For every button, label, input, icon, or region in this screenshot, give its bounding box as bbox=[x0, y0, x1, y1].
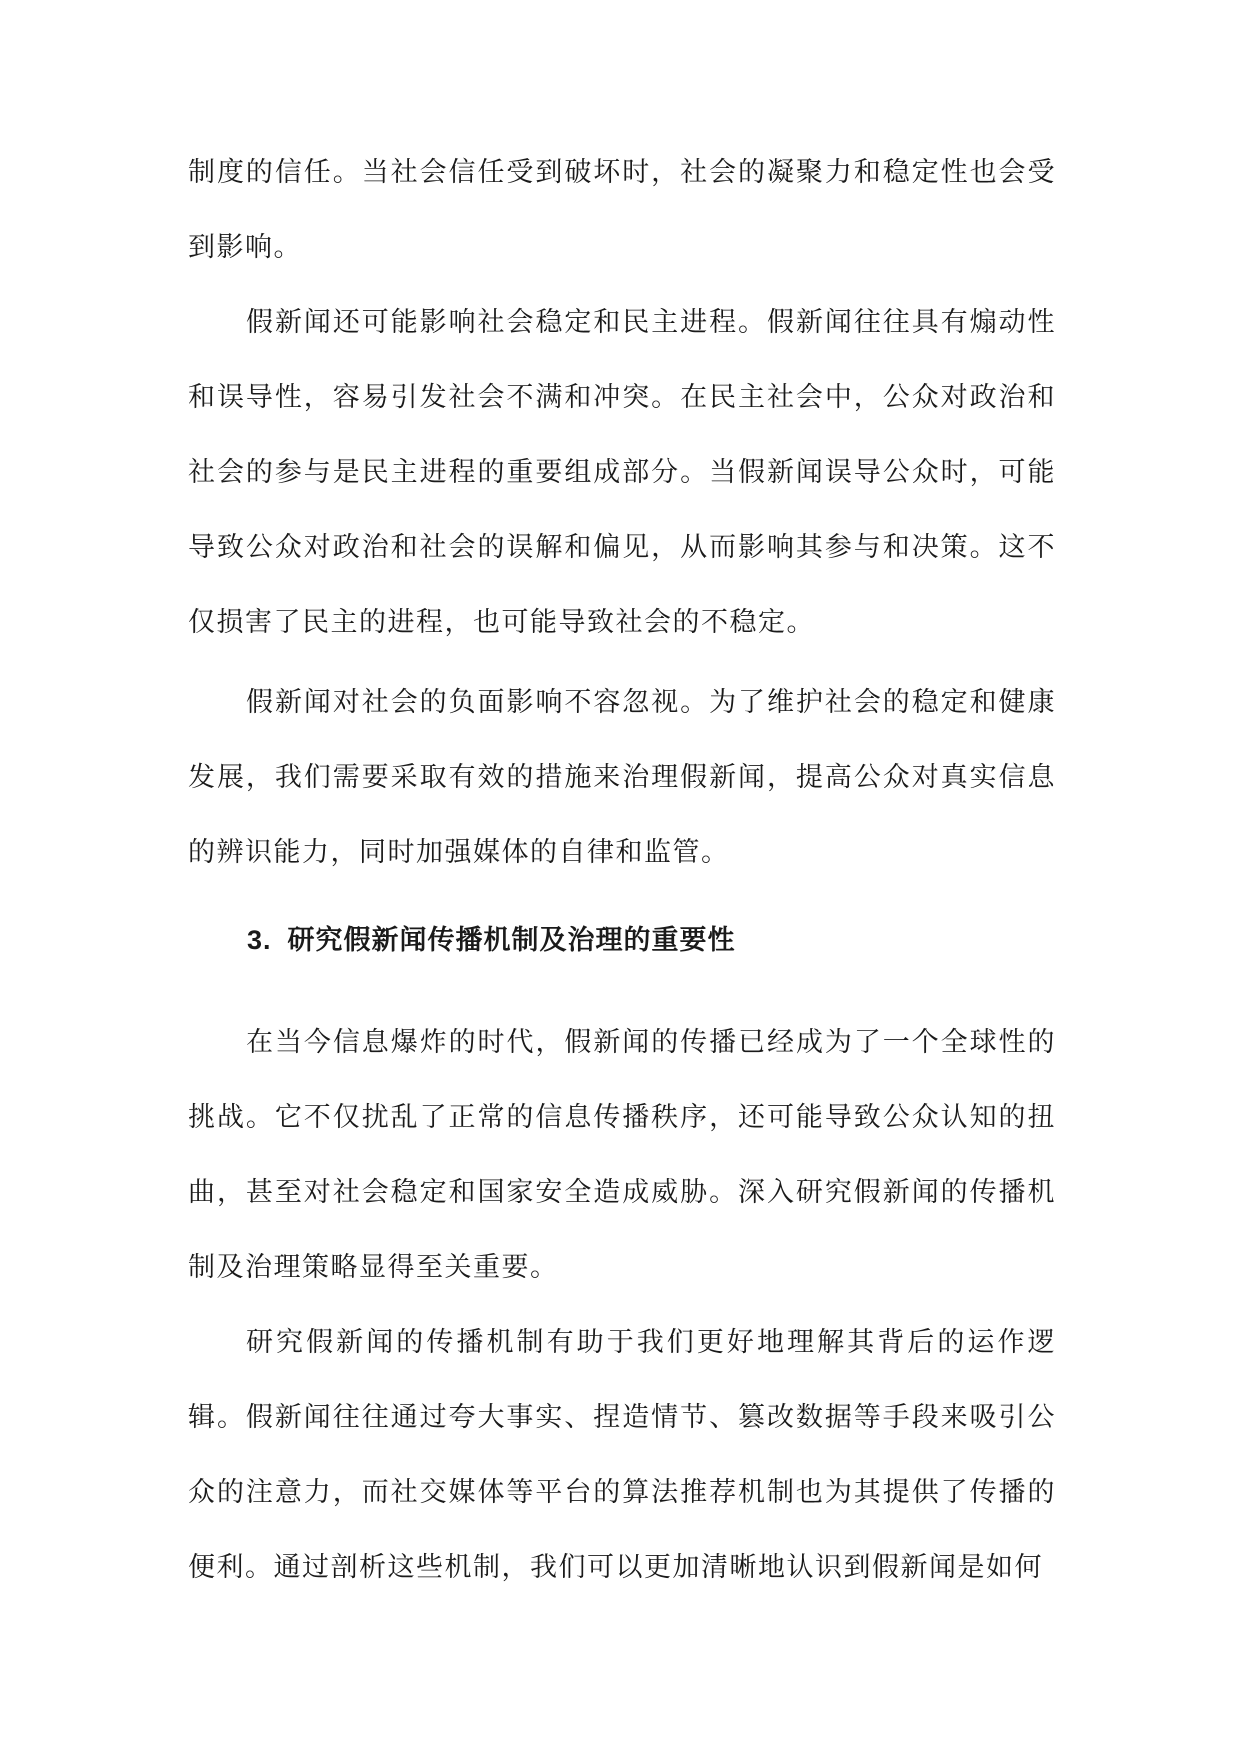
paragraph-text: 假新闻还可能影响社会稳定和民主进程。假新闻往往具有煽动性和误导性，容易引发社会不满和冲突。在民主社会中，公众对政治和社会的参与是民主进程的重要组成部分。当假新闻误导公众时，可能导致公众对政治和社会的误解和偏见，从而影响其参与和决策。这不仅损害了民主的进程，也可能导致社会的不稳定。 bbox=[188, 307, 1056, 638]
paragraph-democracy bbox=[188, 285, 1056, 660]
paragraph-continuation bbox=[188, 135, 1056, 285]
section-heading bbox=[247, 920, 736, 961]
section-body bbox=[188, 1005, 1056, 1605]
section-number: 3. bbox=[247, 925, 272, 955]
paragraph-challenge: 在当今信息爆炸的时代，假新闻的传播已经成为了一个全球性的挑战。它不仅扰乱了正常的信息传播秩序，还可能导致公众认知的扭曲，甚至对社会稳定和国家安全造成威胁。深入研究假新闻的传播机制及治理策略显得至关重要。 bbox=[188, 1027, 1056, 1283]
paragraph-mechanism: 研究假新闻的传播机制有助于我们更好地理解其背后的运作逻辑。假新闻往往通过夸大事实、捏造情节、篡改数据等手段来吸引公众的注意力，而社交媒体等平台的算法推荐机制也为其提供了传播的便利。通过剖析这些机制，我们可以更加清晰地认识到假新闻是如何 bbox=[188, 1327, 1056, 1583]
section-title: 研究假新闻传播机制及治理的重要性 bbox=[287, 925, 736, 956]
paragraph-negative-impact bbox=[188, 665, 1056, 890]
paragraph-text: 假新闻对社会的负面影响不容忽视。为了维护社会的稳定和健康发展，我们需要采取有效的措施来治理假新闻，提高公众对真实信息的辨识能力，同时加强媒体的自律和监管。 bbox=[188, 687, 1056, 868]
paragraph-text: 制度的信任。当社会信任受到破坏时，社会的凝聚力和稳定性也会受到影响。 bbox=[188, 157, 1056, 263]
